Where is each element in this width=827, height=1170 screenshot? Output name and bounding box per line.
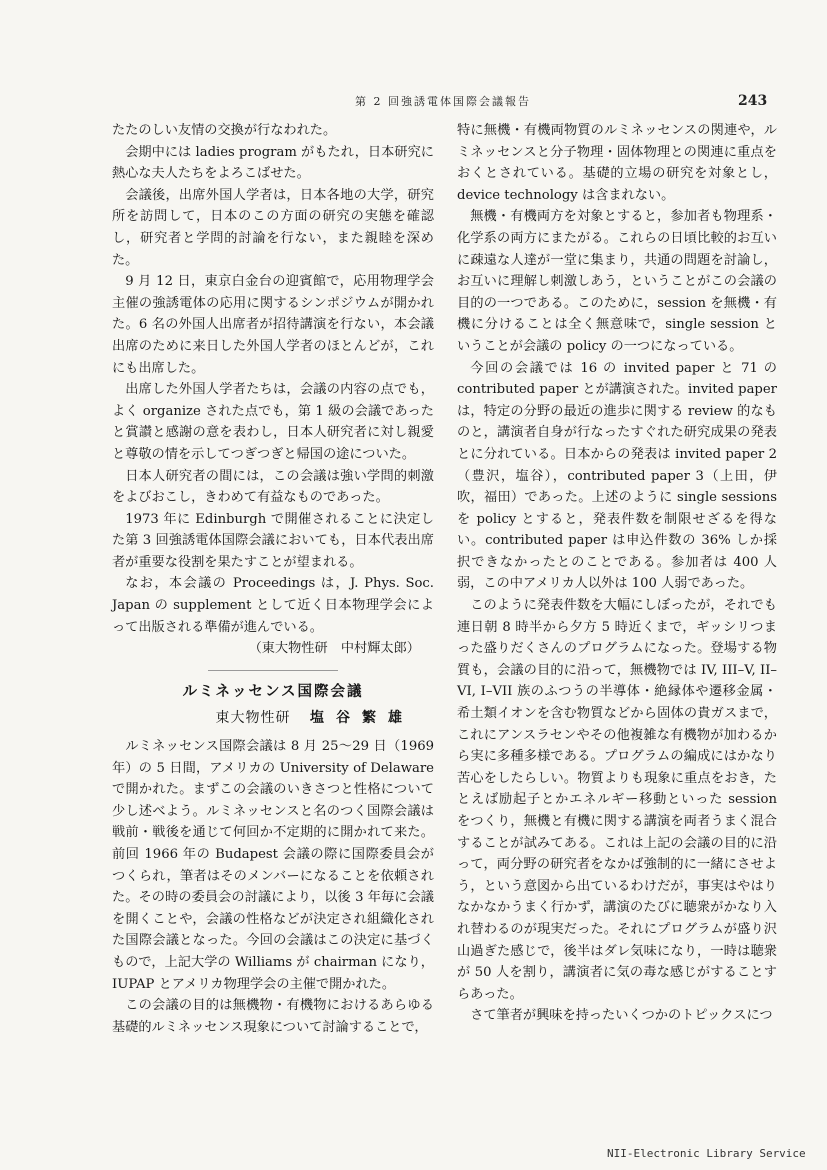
paragraph: 出席した外国人学者たちは，会議の内容の点でも，よく organize された点でも，第 1 級の会議であったと賞讃と感謝の意を表わし，日本人研究者に対し親愛と尊敬の情を示してつぎつぎと帰国の途についた。 <box>112 382 434 462</box>
paragraph: 会議後，出席外国人学者は，日本各地の大学，研究所を訪問して，日本のこの方面の研究の実態を確認し，研究者と学問的討論を行ない，また親睦を深めた。 <box>112 187 434 268</box>
paragraph: さて筆者が興味を持ったいくつかのトピックスにつ <box>470 1008 773 1024</box>
signature: （東大物性研 中村輝太郎） <box>248 641 420 657</box>
running-header-title: 第 2 回強誘電体国際会議報告 <box>355 95 531 108</box>
paragraph: この会議の目的は無機物・有機物におけるあらゆる基礎的ルミネッセンス現象について討論することで， <box>112 998 434 1035</box>
paragraph: たたのしい友情の交換が行なわれた。 <box>112 123 337 138</box>
left-column <box>112 120 434 1038</box>
paragraph: 日本人研究者の間には，この会議は強い学問的刺激をよびおこし，きわめて有益なものであった。 <box>112 468 434 506</box>
paragraph: 会期中には ladies program がもたれ，日本研究に熱心な夫人たちをよろこばせた。 <box>112 144 434 182</box>
paragraph: ルミネッセンス国際会議は 8 月 25～29 日（1969 年）の 5 日間，アメリカの University of Delaware で開かれた。まずこの会議のいきさつと性格について少し述べよう。ルミネッセンスと名のつく国際会議は戦前・戦後を通じて何回か不定期的に開かれて来た。前回 1966 年の Budapest 会議の際に国際委員会がつくられ，筆者はそのメンバーになることを依頼された。その時の委員会の討議により，以後 3 年毎に会議を開くことや，会議の性格などが決定され組織化された国際会議となった。今回の会議はこの決定に基づくもので，上記大学の Williams が chairman になり，IUPAP とアメリカ物理学会の主催で開かれた。 <box>112 739 434 992</box>
page-number: 243 <box>738 93 768 109</box>
paragraph: このように発表件数を大幅にしぼったが，それでも連日朝 8 時半から夕方 5 時近くまで，ギッシリつまった盛りだくさんのプログラムになった。登場する物質も，会議の目的に沿って，無機物では IV, III–V, II–VI, I–VII 族のふつうの半導体・絶縁体や遷移金属・希土類イオンを含む物質などから固体の貴ガスまで，これにアンスラセンやその他複雑な有機物が加わるから実に多種多様である。プログラムの編成にはかなり苦心をしたらしい。物質よりも現象に重点をおき，たとえば励起子とかエネルギー移動といった session をつくり，無機と有機に関する講演を両者うまく混合することが試みてある。これは上記の会議の目的に沿って，両分野の研究者をなかば強制的に一緒にさせよう，という意図から出ているわけだが，事実はやはりなかなかうまく行かず，講演のたびに聴衆がかなり入れ替わるのが現実だった。それにプログラムが盛り沢山過ぎた感じで，後半はダレ気味になり，一時は聴衆が 50 人を割り，講演者に気の毒な感じがすることすらあった。 <box>457 598 777 1002</box>
paragraph: 特に無機・有機両物質のルミネッセンスの関連や，ルミネッセンスと分子物理・固体物理との関連に重点をおくとされている。基礎的立場の研究を対象とし，device technology は含まれない。 <box>457 123 777 203</box>
paragraph: なお，本会議の Proceedings は，J. Phys. Soc. Japan の supplement として近く日本物理学会によって出版される準備が進んでいる。 <box>112 576 434 635</box>
paragraph: 今回の会議では 16 の invited paper と 71 の contributed paper とが講演された。invited paper は，特定の分野の最近の進歩に関する review 的なものと，講演者自身が行なったすぐれた研究成果の発表とに分れている。日本からの発表は invited paper 2（豊沢，塩谷），contributed paper 3（上田，伊吹，福田）であった。上述のように single sessions を policy とすると，発表件数を制限せざるを得ない。contributed paper は申込件数の 36% しか採択できなかったとのことである。参加者は 400 人弱，この中アメリカ人以外は 100 人弱であった。 <box>457 360 777 592</box>
paragraph: 無機・有機両方を対象とすると，参加者も物理系・化学系の両方にまたがる。これらの日頃比較的お互いに疎遠な人達が一堂に集まり，共通の問題を討論し，お互いに理解し刺激しあう，ということがこの会議の目的の一つである。このために，session を無機・有機に分けることは全く無意味で，single session ということが会議の policy の一つになっている。 <box>457 209 777 354</box>
right-column <box>457 120 777 1027</box>
paragraph: 1973 年に Edinburgh で開催されることに決定した第 3 回強誘電体国際会議においても，日本代表出席者が重要な役割を果たすことが望まれる。 <box>112 511 434 570</box>
section-divider <box>208 670 338 671</box>
author-name: 塩谷繁雄 <box>310 710 414 727</box>
paragraph: 9 月 12 日，東京白金台の迎賓館で，応用物理学会主催の強誘電体の応用に関するシンポジウムが開かれた。6 名の外国人出席者が招待講演を行ない，本会議出席のために来日した外国人学者のほとんどが，これにも出席した。 <box>112 274 434 376</box>
footer-watermark: NII-Electronic Library Service <box>607 1147 806 1160</box>
author-line <box>112 708 434 730</box>
section-title: ルミネッセンス国際会議 <box>182 682 364 700</box>
author-affiliation: 東大物性研 <box>215 710 291 727</box>
